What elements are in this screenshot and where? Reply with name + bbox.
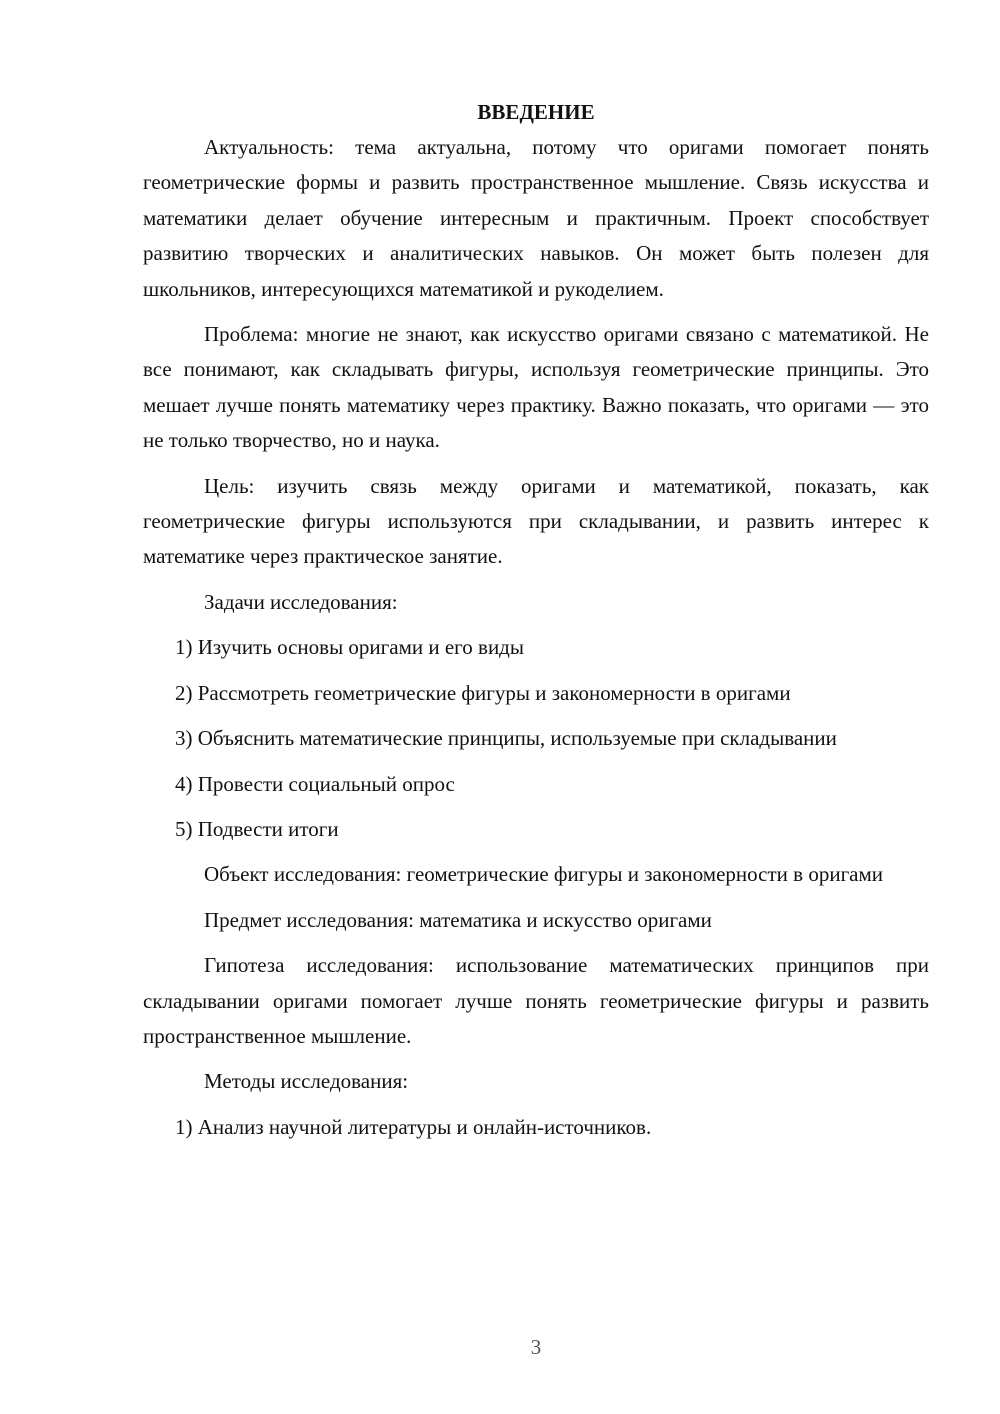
task-item: 4) Провести социальный опрос xyxy=(175,771,455,796)
section-heading: ВВЕДЕНИЕ xyxy=(477,100,595,124)
task-item: 3) Объяснить математические принципы, используемые при складывании xyxy=(175,726,837,751)
paragraph-relevance: Актуальность: тема актуальна, потому что оригами помогает понять геометрические формы и развить пространственное мышление. Связь искусства и математики делает обучение интересным и практичным. Проект способствует развитию творческих и аналитических навыков. Он может быть полезен для школьников, интересующихся математикой и рукоделием. xyxy=(143,135,929,301)
paragraph-subject: Предмет исследования: математика и искусство оригами xyxy=(204,907,712,932)
paragraph-goal: Цель: изучить связь между оригами и математикой, показать, как геометрические фигуры используются при складывании, и развить интерес к математике через практическое занятие. xyxy=(143,473,929,569)
document-page xyxy=(143,96,929,1155)
paragraph-object: Объект исследования: геометрические фигуры и закономерности в оригами xyxy=(204,862,884,887)
methods-heading: Методы исследования: xyxy=(204,1069,409,1094)
task-item: 2) Рассмотреть геометрические фигуры и закономерности в оригами xyxy=(175,680,791,705)
paragraph-problem: Проблема: многие не знают, как искусство оригами связано с математикой. Не все понимают, как складывать фигуры, используя геометрические принципы. Это мешает лучше понять математику через практику. Важно показать, что оригами — это не только творчество, но и наука. xyxy=(143,322,929,453)
page-number: 3 xyxy=(530,1335,542,1359)
method-item: 1) Анализ научной литературы и онлайн-источников. xyxy=(175,1114,652,1139)
task-item: 1) Изучить основы оригами и его виды xyxy=(175,635,524,660)
task-item: 5) Подвести итоги xyxy=(175,816,339,841)
paragraph-hypothesis: Гипотеза исследования: использование математических принципов при складывании оригами помогает лучше понять геометрические фигуры и развить пространственное мышление. xyxy=(143,953,929,1048)
tasks-heading: Задачи исследования: xyxy=(204,589,398,614)
